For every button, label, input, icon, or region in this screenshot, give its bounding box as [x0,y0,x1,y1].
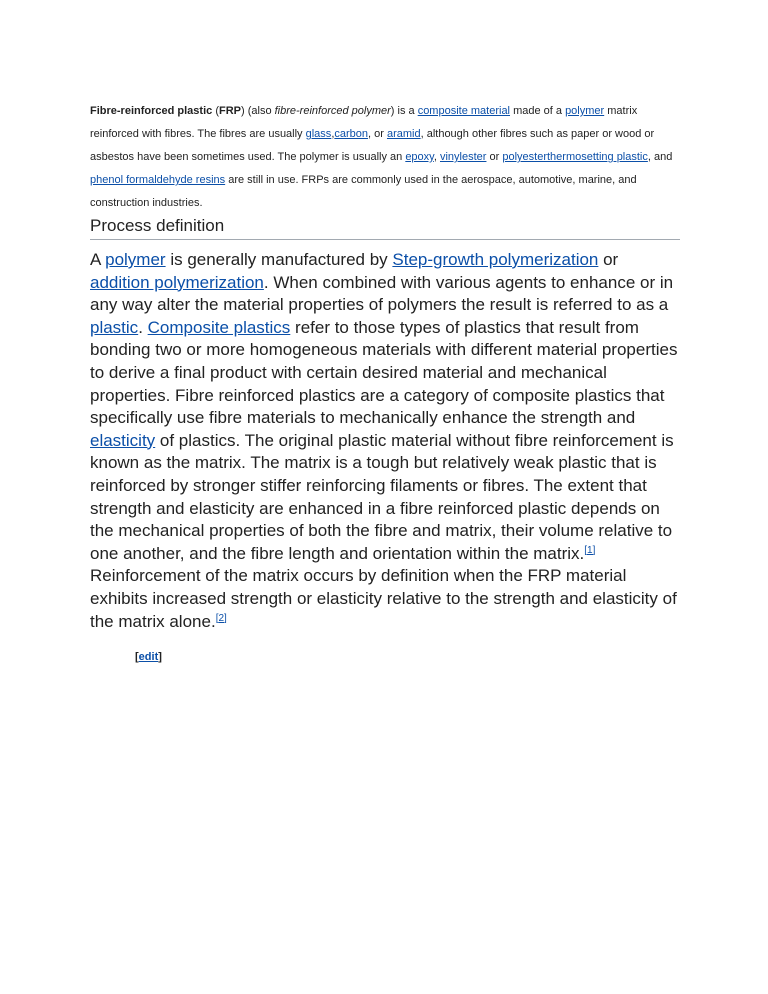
link-polymer-body[interactable]: polymer [105,250,166,269]
link-phenol-formaldehyde-resins[interactable]: phenol formaldehyde resins [90,174,226,186]
intro-text: ) is a [390,105,418,117]
article-title-bold: Fibre-reinforced plastic [90,105,213,117]
link-addition-polymerization[interactable]: addition polymerization [90,272,264,292]
edit-section [135,651,162,663]
link-composite-material[interactable]: composite material [417,105,511,117]
body-text: is generally manufactured by [165,250,393,269]
body-text: of plastics. The original plastic material without fibre reinforcement is known as the matrix. The matrix is a tough but relatively weak plastic that is reinforced by stronger stiffer reinforcing filaments or fibres. The extent that strength and elasticity are enhanced in a fibre reinforced plastic depends on the mechanical properties of both the fibre and matrix, their volume relative to one another, and the fibre length and orientation within the matrix. [90,430,674,563]
intro-text: matrix reinforced with fibres. The fibres are usually [90,105,638,140]
citation-2-link[interactable]: [2] [215,612,227,624]
intro-paragraph [90,100,682,215]
intro-text: or [486,151,503,163]
link-epoxy[interactable]: epoxy [405,151,434,163]
edit-link[interactable]: edit [138,651,159,663]
link-aramid[interactable]: aramid [386,128,421,140]
body-text: Reinforcement of the matrix occurs by definition when the FRP material exhibits increased strength or elasticity relative to the strength and elasticity of the matrix alone. [90,566,677,631]
intro-text: , [331,128,335,140]
intro-text: , or [368,128,387,140]
link-elasticity[interactable]: elasticity [90,430,156,450]
link-vinylester[interactable]: vinylester [439,151,487,163]
intro-text: are still in use. FRPs are commonly used in the aerospace, automotive, marine, and construction industries. [90,174,637,209]
abbreviation: FRP [219,105,241,117]
intro-text: , [433,151,440,163]
citation-1 [584,545,595,556]
section-heading: Process definition [90,214,680,240]
alternate-name: fibre-reinforced polymer [274,105,391,117]
edit-bracket-open: [ [135,651,139,663]
edit-bracket-close: ] [158,651,162,663]
link-carbon[interactable]: carbon [334,128,369,140]
citation-2 [216,613,227,624]
citation-1-link[interactable]: [1] [584,544,596,556]
body-text: . When combined with various agents to enhance or in any way alter the material properties of polymers the result is referred to as a [90,272,674,315]
body-text: or [598,250,619,269]
body-text: refer to those types of plastics that result from bonding two or more homogeneous materials with different material properties to derive a final product with certain desired material and mechanical properties. Fibre reinforced plastics are a category of composite plastics that specifically use fibre materials to mechanically enhance the strength and [90,317,678,428]
link-polyester-thermosetting-plastic[interactable]: polyesterthermosetting plastic [502,151,648,163]
link-plastic[interactable]: plastic [90,317,139,337]
body-text: . [138,317,148,337]
link-step-growth-polymerization[interactable]: Step-growth polymerization [392,250,599,269]
intro-text: ( [212,105,219,117]
intro-text: ) (also [241,105,275,117]
link-composite-plastics[interactable]: Composite plastics [147,317,291,337]
intro-text: , and [647,151,673,163]
body-text: A [90,250,106,269]
link-polymer[interactable]: polymer [565,105,605,117]
body-paragraph [90,249,682,633]
intro-text: , although other fibres such as paper or wood or asbestos have been sometimes used. The polymer is usually an [90,128,655,163]
intro-text: made of a [510,105,566,117]
link-glass[interactable]: glass [305,128,332,140]
